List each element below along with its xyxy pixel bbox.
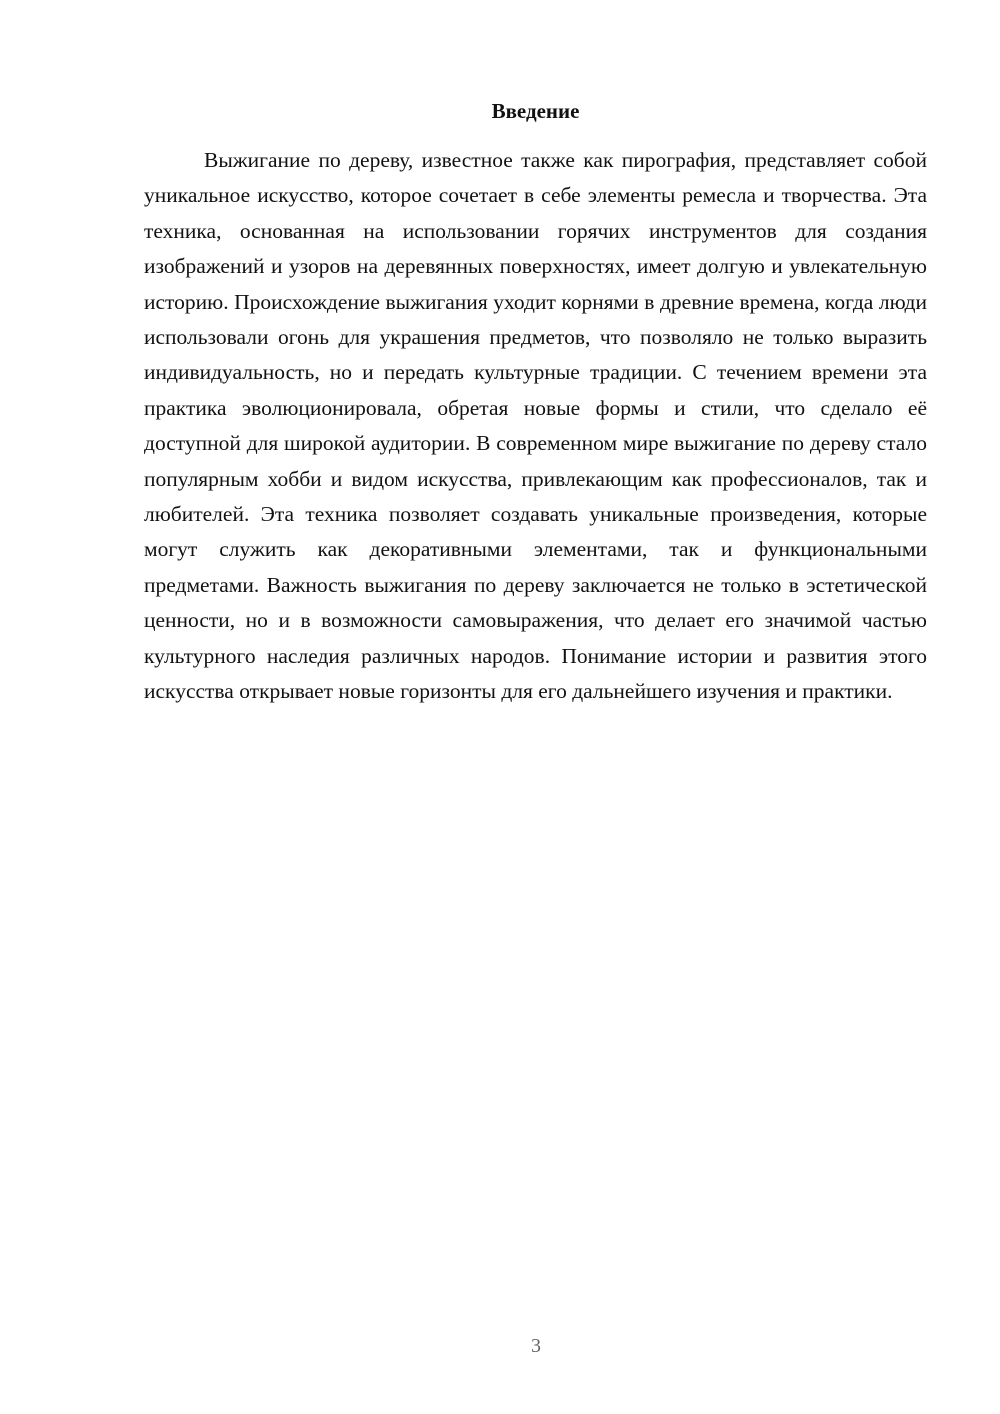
section-heading: Введение [491,99,580,123]
body-paragraph: Выжигание по дереву, известное также как пирография, представляет собой уникальное искусство, которое сочетает в себе элементы ремесла и творчества. Эта техника, основанная на использовании горячих инструментов для создания изображений и узоров на деревянных поверхностях, имеет долгую и увлекательную историю. Происхождение выжигания уходит корнями в древние времена, когда люди использовали огонь для украшения предметов, что позволяло не только выразить индивидуальность, но и передать культурные традиции. С течением времени эта практика эволюционировала, обретая новые формы и стили, что сделало её доступной для широкой аудитории. В современном мире выжигание по дереву стало популярным хобби и видом искусства, привлекающим как профессионалов, так и любителей. Эта техника позволяет создавать уникальные произведения, которые могут служить как декоративными элементами, так и функциональными предметами. Важность выжигания по дереву заключается не только в эстетической ценности, но и в возможности самовыражения, что делает его значимой частью культурного наследия различных народов. Понимание истории и развития этого искусства открывает новые горизонты для его дальнейшего изучения и практики. [144,148,927,704]
page-number: 3 [531,1335,541,1357]
